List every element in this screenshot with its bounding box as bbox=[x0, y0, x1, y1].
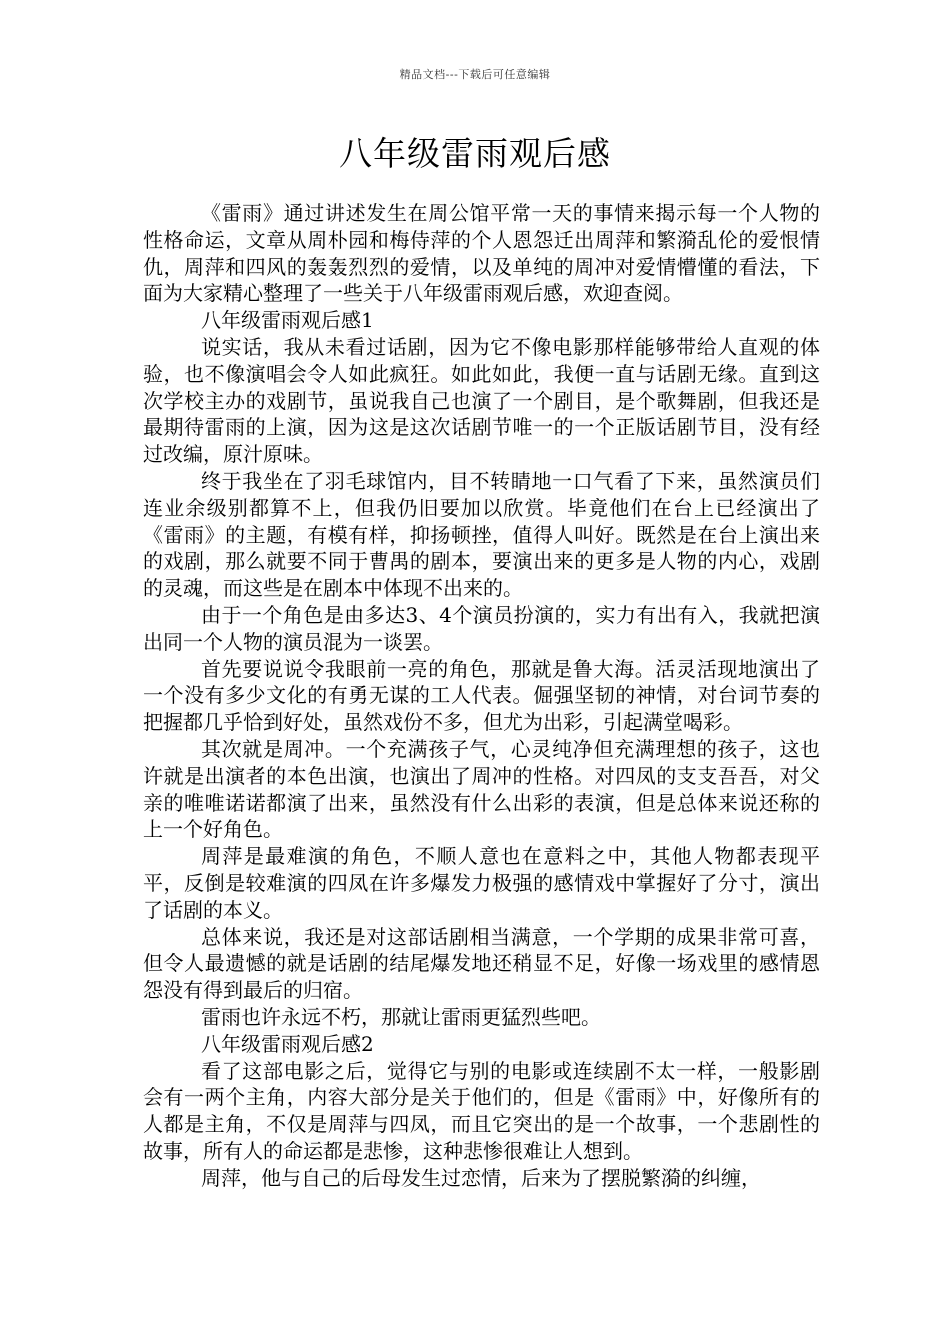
document-title: 八年级雷雨观后感 bbox=[339, 134, 611, 173]
body-paragraph: 说实话，我从未看过话剧，因为它不像电影那样能够带给人直观的体验，也不像演唱会令人如此疯狂。如此如此，我便一直与话剧无缘。直到这次学校主办的戏剧节，虽说我自己也演了一个剧目，是个歌舞剧，但我还是最期待雷雨的上演，因为这是这次话剧节唯一的一个正版话剧节目，没有经过改编，原汁原味。 bbox=[143, 334, 820, 467]
body-paragraph: 由于一个角色是由多达3、4个演员扮演的，实力有出有入，我就把演出同一个人物的演员混为一谈罢。 bbox=[143, 602, 820, 654]
body-paragraph: 看了这部电影之后，觉得它与别的电影或连续剧不太一样，一般影剧会有一两个主角，内容大部分是关于他们的，但是《雷雨》中，好像所有的人都是主角，不仅是周萍与四凤，而且它突出的是一个故事，一个悲剧性的故事，所有人的命运都是悲惨，这种悲惨很难让人想到。 bbox=[143, 1058, 820, 1163]
intro-paragraph: 《雷雨》通过讲述发生在周公馆平常一天的事情来揭示每一个人物的性格命运，文章从周朴园和梅侍萍的个人恩怨迁出周萍和繁漪乱伦的爱恨情仇，周萍和四风的轰轰烈烈的爱情，以及单纯的周冲对爱情懵懂的看法，下面为大家精心整理了一些关于八年级雷雨观后感，欢迎查阅。 bbox=[143, 201, 820, 306]
body-paragraph: 其次就是周冲。一个充满孩子气，心灵纯净但充满理想的孩子，这也许就是出演者的本色出演，也演出了周冲的性格。对四凤的支支吾吾，对父亲的唯唯诺诺都演了出来，虽然没有什么出彩的表演，但是总体来说还称的上一个好角色。 bbox=[143, 736, 820, 842]
body-paragraph: 周萍是最难演的角色，不顺人意也在意料之中，其他人物都表现平平，反倒是较难演的四凤在许多爆发力极强的感情戏中掌握好了分寸，演出了话剧的本义。 bbox=[143, 844, 820, 922]
section-heading-1: 八年级雷雨观后感1 bbox=[201, 308, 374, 333]
body-paragraph: 终于我坐在了羽毛球馆内，目不转睛地一口气看了下来，虽然演员们连业余级别都算不上，但我仍旧要加以欣赏。毕竟他们在台上已经演出了《雷雨》的主题，有模有样，抑扬顿挫，值得人叫好。既然是在台上演出来的戏剧，那么就要不同于曹禺的剧本，要演出来的更多是人物的内心，戏剧的灵魂，而这些是在剧本中体现不出来的。 bbox=[143, 468, 820, 601]
page-header: 精品文档---下载后可任意编辑 bbox=[399, 68, 551, 81]
body-paragraph: 周萍，他与自己的后母发生过恋情，后来为了摆脱繁漪的纠缠， bbox=[201, 1165, 761, 1190]
section-heading-2: 八年级雷雨观后感2 bbox=[201, 1031, 374, 1056]
document-body bbox=[143, 200, 820, 1191]
body-paragraph: 总体来说，我还是对这部话剧相当满意，一个学期的成果非常可喜，但令人最遗憾的就是话剧的结尾爆发地还稍显不足，好像一场戏里的感情恩怨没有得到最后的归宿。 bbox=[143, 924, 820, 1003]
body-paragraph: 雷雨也许永远不朽，那就让雷雨更猛烈些吧。 bbox=[201, 1004, 601, 1029]
body-paragraph: 首先要说说令我眼前一亮的角色，那就是鲁大海。活灵活现地演出了一个没有多少文化的有勇无谋的工人代表。倔强坚韧的神情，对台词节奏的把握都几乎恰到好处，虽然戏份不多，但尤为出彩，引起满堂喝彩。 bbox=[143, 656, 820, 735]
